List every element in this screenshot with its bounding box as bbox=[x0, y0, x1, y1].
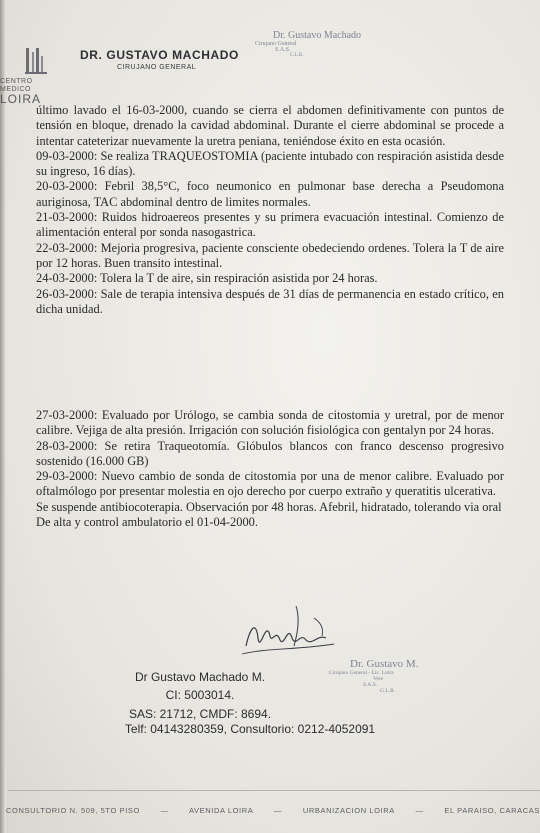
footer-item: EL PARAISO, CARACAS bbox=[444, 806, 540, 815]
footer-item: AVENIDA LOIRA bbox=[189, 806, 254, 815]
footer-item: — bbox=[274, 806, 283, 815]
report-paragraph: 22-03-2000: Mejoria progresiva, paciente consciente obedeciendo ordenes. Tolera la T de aire por 12 horas. Buen transito intestinal. bbox=[36, 240, 504, 270]
stamp-line: C.L.R. bbox=[290, 53, 304, 58]
signer-ci: CI: 5003014. bbox=[165, 688, 235, 702]
report-paragraph: 24-03-2000: Tolera la T de aire, sin respiración asistida por 24 horas. bbox=[36, 271, 378, 286]
report-paragraph: 29-03-2000: Nuevo cambio de sonda de citostomia por una de menor calibre. Evaluado por oftalmólogo por presentar molestia en ojo derecho por cuerpo extraño y queratitis ulcerativa. bbox=[36, 469, 504, 499]
stamp-line: G.L.R. bbox=[380, 688, 396, 694]
signer-name: Dr Gustavo Machado M. bbox=[134, 670, 266, 684]
footer-item: — bbox=[160, 806, 169, 815]
footer-address bbox=[6, 806, 540, 815]
page-edge-shadow bbox=[0, 0, 6, 833]
report-paragraph: 21-03-2000: Ruidos hidroaereos presentes y su primera evacuación intestinal. Comienzo de alimentación enteral por sonda nasogastrica. bbox=[36, 210, 504, 240]
report-text-block-2 bbox=[36, 408, 504, 530]
report-paragraph: 09-03-2000: Se realiza TRAQUEOSTOMIA (paciente intubado con respiración asistida desde su ingreso, 16 días). bbox=[36, 148, 504, 179]
signer-phone: Telf: 04143280359, Consultorio: 0212-4052091 bbox=[124, 722, 376, 736]
clinic-logo-text bbox=[0, 78, 42, 106]
logo-line: LOIRA bbox=[0, 92, 42, 106]
report-paragraph: último lavado el 16-03-2000, cuando se cierra el abdomen definitivamente con puntos de tensión en bloque, drenado la cavidad abdominal. Durante el cierre abdominal se procede a intentar cateterizar nuevamente la uretra peniana, teniéndose éxito en esta ocasión. bbox=[36, 103, 504, 148]
report-paragraph: 28-03-2000: Se retira Traqueotomía. Glóbulos blancos con franco descenso progresivo sostenido (16.000 GB) bbox=[36, 438, 504, 468]
footer-item: CONSULTORIO N. 509, 5TO PISO bbox=[6, 806, 140, 815]
report-paragraph: De alta y control ambulatorio el 01-04-2000. bbox=[36, 515, 258, 530]
bottom-stamp bbox=[325, 658, 445, 694]
stamp-line: Cirujano General bbox=[255, 41, 297, 47]
logo-line: MEDICO bbox=[0, 86, 31, 93]
logo-line: CENTRO bbox=[0, 78, 33, 85]
report-paragraph: Se suspende antibiocoterapia. Observación por 48 horas. Afebril, hidratado, tolerando via oral bbox=[36, 499, 502, 514]
footer-divider bbox=[8, 790, 540, 791]
footer-item: URBANIZACION LOIRA bbox=[302, 806, 395, 815]
doctor-specialty: CIRUJANO GENERAL bbox=[117, 64, 197, 71]
stamp-line: Cirujano General - Lic. Loira bbox=[329, 670, 394, 676]
stamp-line: S.A.S. bbox=[363, 682, 378, 688]
report-text-block-1 bbox=[36, 103, 504, 317]
top-stamp bbox=[255, 30, 365, 58]
report-paragraph: 27-03-2000: Evaluado por Urólogo, se cambia sonda de citostomia y uretral, por de menor calibre. Vejiga de alta presión. Irrigación con solución fisiológica con gentalyn por 24 horas. bbox=[36, 408, 504, 438]
signer-registration: SAS: 21712, CMDF: 8694. bbox=[128, 707, 272, 721]
footer-item: — bbox=[415, 806, 424, 815]
clinic-logo-icon bbox=[24, 46, 48, 76]
report-paragraph: 26-03-2000: Sale de terapia intensiva después de 31 días de permanencia en estado crítico, en dicha unidad. bbox=[36, 286, 504, 316]
report-paragraph: 20-03-2000: Febril 38,5°C, foco neumonico en pulmonar base derecha a Pseudomona auriginosa, TAC abdominal dentro de limites normales. bbox=[36, 179, 504, 209]
stamp-line: Dr. Gustavo M. bbox=[350, 658, 419, 670]
stamp-line: Vere bbox=[373, 676, 384, 682]
stamp-line: S.A.S. bbox=[275, 47, 291, 53]
doctor-name-heading: DR. GUSTAVO MACHADO bbox=[80, 48, 239, 62]
stamp-line: Dr. Gustavo Machado bbox=[273, 30, 362, 41]
